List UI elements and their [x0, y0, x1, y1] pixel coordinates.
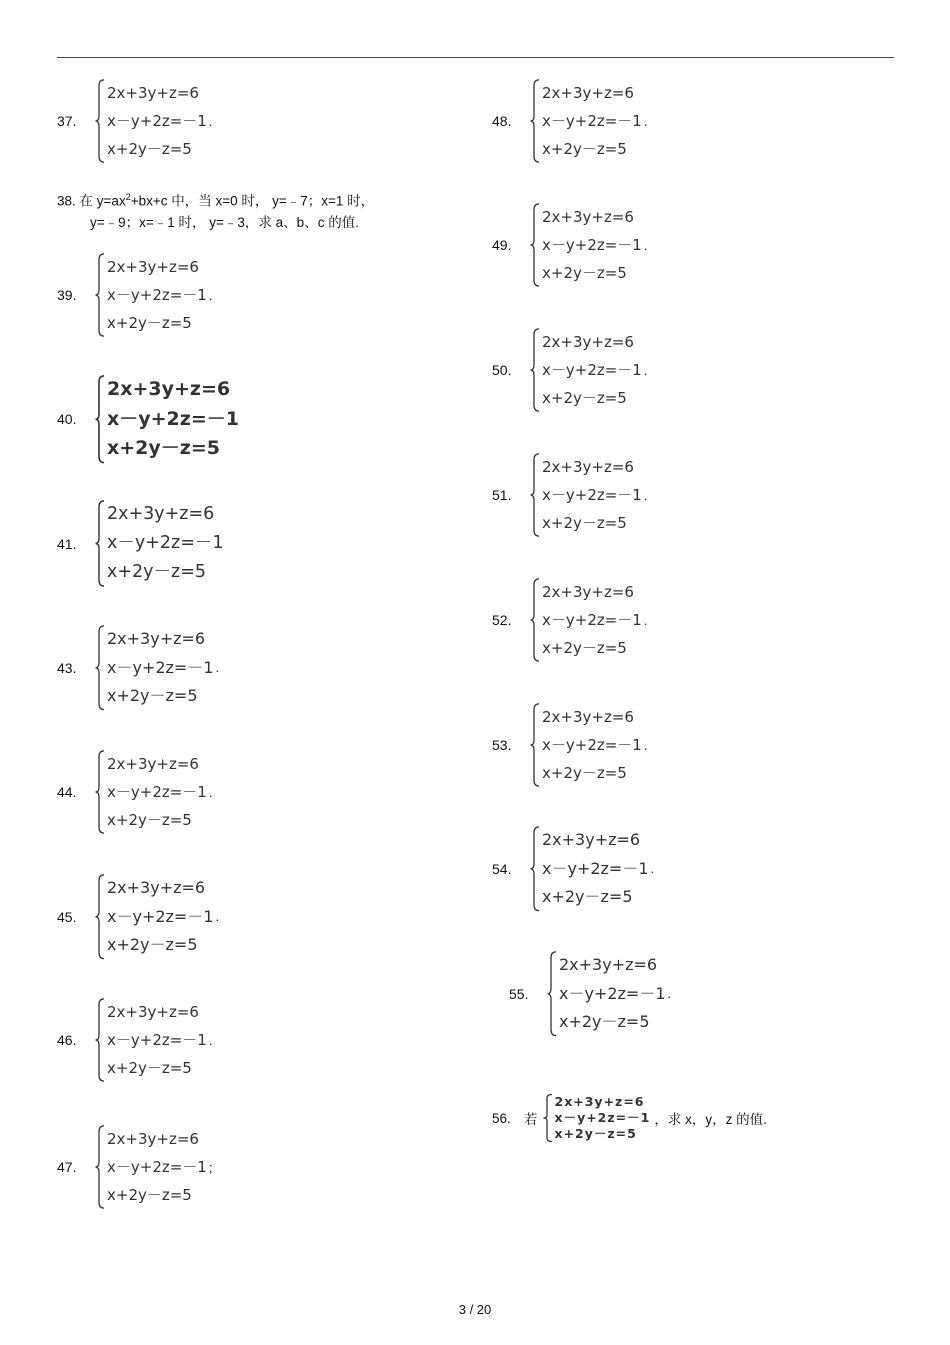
- equation-2: x－y+2z=－1: [107, 407, 239, 430]
- problem-text: 在 y=ax: [79, 193, 126, 209]
- equation-3: x+2y－z=5: [542, 887, 633, 906]
- equation-2: x－y+2z=－1: [107, 1158, 207, 1176]
- equation-system: [547, 951, 666, 1037]
- problem-50: [492, 328, 647, 412]
- equation-3: x+2y－z=5: [542, 264, 627, 282]
- problem-number: 40.: [57, 411, 77, 428]
- problem-44: [57, 750, 212, 834]
- punctuation: .: [643, 612, 648, 628]
- left-brace-icon: [95, 253, 105, 337]
- equation-2: x－y+2z=－1: [107, 1031, 207, 1049]
- problem-48: [492, 79, 647, 163]
- equation-3: x+2y－z=5: [542, 389, 627, 407]
- equation-2: x－y+2z=－1: [542, 112, 642, 130]
- problem-number: 51.: [492, 487, 512, 503]
- problem-41: [57, 500, 224, 587]
- problem-number: 37.: [57, 113, 77, 129]
- equation-2: x－y+2z=－1: [542, 611, 642, 629]
- equation-3: x+2y－z=5: [107, 1186, 192, 1204]
- problem-number: 48.: [492, 113, 512, 129]
- equation-3: x+2y－z=5: [542, 140, 627, 158]
- equation-3: x+2y－z=5: [542, 514, 627, 532]
- equation-2: x－y+2z=－1: [542, 736, 642, 754]
- equation-2: x－y+2z=－1: [107, 906, 214, 926]
- problem-text: +bx+c 中，当 x=0 时， y=﹣7；x=1 时，: [130, 193, 375, 209]
- problem-54: [492, 826, 654, 912]
- left-brace-icon: [530, 203, 540, 287]
- problem-number: 39.: [57, 287, 77, 303]
- punctuation: .: [208, 113, 213, 129]
- punctuation: .: [215, 909, 220, 925]
- punctuation: .: [667, 986, 672, 1002]
- equation-3: x+2y－z=5: [542, 639, 627, 657]
- left-brace-icon: [95, 1125, 105, 1209]
- punctuation: .: [208, 287, 213, 303]
- problem-39: [57, 253, 212, 337]
- problem-number: 55.: [509, 985, 529, 1002]
- left-brace-icon: [530, 453, 540, 537]
- header-rule: [57, 57, 894, 58]
- equation-1: 2x+3y+z=6: [542, 84, 634, 102]
- equation-1: 2x+3y+z=6: [542, 830, 641, 849]
- left-brace-icon: [530, 328, 540, 412]
- equation-system: [530, 79, 642, 163]
- left-brace-icon: [95, 750, 105, 834]
- left-brace-icon: [530, 578, 540, 662]
- equation-3: x+2y－z=5: [107, 686, 198, 705]
- equation-2: x－y+2z=－1: [542, 486, 642, 504]
- problem-49: [492, 203, 647, 287]
- equation-2: x－y+2z=－1: [542, 858, 649, 878]
- equation-1: 2x+3y+z=6: [107, 258, 199, 276]
- punctuation: .: [643, 113, 648, 129]
- punctuation: .: [643, 362, 648, 378]
- equation-system: [530, 578, 642, 662]
- equation-system: [95, 79, 207, 163]
- equation-1: 2x+3y+z=6: [107, 755, 199, 773]
- equation-system: [530, 453, 642, 537]
- equation-3: x+2y－z=5: [107, 811, 192, 829]
- equation-system: [530, 328, 642, 412]
- problem-45: [57, 874, 219, 960]
- problem-56: [492, 1094, 767, 1142]
- problem-46: [57, 998, 212, 1082]
- problem-47: [57, 1125, 212, 1209]
- problem-number: 45.: [57, 908, 77, 925]
- punctuation: .: [650, 861, 655, 877]
- equation-1: 2x+3y+z=6: [542, 333, 634, 351]
- problem-number: 41.: [57, 535, 77, 552]
- equation-system: [95, 998, 207, 1082]
- equation-3: x+2y－z=5: [107, 437, 220, 459]
- equation-1: 2x+3y+z=6: [107, 1130, 199, 1148]
- equation-1: 2x+3y+z=6: [107, 629, 206, 648]
- equation-2: x－y+2z=－1: [559, 983, 666, 1003]
- problem-number: 50.: [492, 362, 512, 378]
- problem-38-line-2: y=﹣9；x=﹣1 时， y=﹣3，求 a、b、c 的值.: [90, 215, 359, 230]
- equation-2: x－y+2z=－1: [107, 657, 214, 677]
- exponent: 2: [125, 192, 131, 202]
- equation-system: [95, 1125, 207, 1209]
- equation-3: x+2y－z=5: [542, 764, 627, 782]
- equation-1: 2x+3y+z=6: [107, 1003, 199, 1021]
- problem-prefix: 若: [524, 1112, 538, 1127]
- problem-number: 53.: [492, 737, 512, 753]
- equation-1: 2x+3y+z=6: [542, 458, 634, 476]
- left-brace-icon: [95, 998, 105, 1082]
- problem-number: 43.: [57, 659, 77, 676]
- page-number: 3 / 20: [458, 1302, 492, 1317]
- equation-1: 2x+3y+z=6: [542, 208, 634, 226]
- equation-system: [95, 874, 214, 960]
- problem-suffix: ，求 x，y，z 的值.: [654, 1112, 767, 1127]
- problem-40: [57, 375, 239, 464]
- problem-number: 38.: [57, 193, 76, 209]
- punctuation: .: [208, 784, 213, 800]
- equation-3: x+2y－z=5: [107, 1059, 192, 1077]
- equation-3: x+2y－z=5: [107, 140, 192, 158]
- problem-number: 44.: [57, 784, 77, 800]
- equation-1: 2x+3y+z=6: [559, 955, 658, 974]
- equation-3: x+2y－z=5: [107, 314, 192, 332]
- problem-number: 52.: [492, 612, 512, 628]
- left-brace-icon: [95, 625, 105, 711]
- equation-2: x－y+2z=－1: [542, 361, 642, 379]
- punctuation: .: [643, 237, 648, 253]
- equation-1: 2x+3y+z=6: [542, 583, 634, 601]
- problem-55: [509, 951, 671, 1037]
- equation-system: [95, 625, 214, 711]
- problem-52: [492, 578, 647, 662]
- left-brace-icon: [547, 951, 557, 1037]
- problem-53: [492, 703, 647, 787]
- equation-system: [95, 500, 224, 587]
- punctuation: .: [208, 1032, 213, 1048]
- equation-2: x－y+2z=－1: [542, 236, 642, 254]
- punctuation: .: [643, 737, 648, 753]
- equation-3: x+2y－z=5: [107, 562, 206, 582]
- problem-number: 56.: [492, 1110, 511, 1126]
- equation-1: 2x+3y+z=6: [107, 878, 206, 897]
- punctuation: .: [215, 660, 220, 676]
- equation-system: [530, 203, 642, 287]
- equation-1: 2x+3y+z=6: [554, 1094, 645, 1109]
- equation-system: [530, 703, 642, 787]
- equation-1: 2x+3y+z=6: [542, 708, 634, 726]
- equation-3: x+2y－z=5: [554, 1126, 637, 1141]
- left-brace-icon: [95, 375, 105, 464]
- left-brace-icon: [543, 1094, 553, 1142]
- equation-2: x－y+2z=－1: [107, 286, 207, 304]
- problem-number: 54.: [492, 860, 512, 877]
- left-brace-icon: [95, 874, 105, 960]
- equation-system: [95, 253, 207, 337]
- left-brace-icon: [95, 79, 105, 163]
- left-brace-icon: [95, 500, 105, 587]
- left-brace-icon: [530, 79, 540, 163]
- equation-2: x－y+2z=－1: [107, 112, 207, 130]
- equation-system: [95, 375, 239, 464]
- punctuation: .: [643, 487, 648, 503]
- equation-3: x+2y－z=5: [559, 1012, 650, 1031]
- equation-system: [543, 1094, 651, 1142]
- equation-2: x－y+2z=－1: [554, 1110, 651, 1125]
- problem-51: [492, 453, 647, 537]
- equation-1: 2x+3y+z=6: [107, 84, 199, 102]
- problem-number: 47.: [57, 1159, 77, 1175]
- equation-3: x+2y－z=5: [107, 935, 198, 954]
- equation-system: [530, 826, 649, 912]
- equation-system: [95, 750, 207, 834]
- problem-number: 46.: [57, 1032, 77, 1048]
- problem-43: [57, 625, 219, 711]
- equation-2: x－y+2z=－1: [107, 533, 224, 553]
- left-brace-icon: [530, 826, 540, 912]
- equation-1: 2x+3y+z=6: [107, 504, 215, 524]
- equation-1: 2x+3y+z=6: [107, 378, 231, 400]
- problem-37: [57, 79, 212, 163]
- left-brace-icon: [530, 703, 540, 787]
- problem-number: 49.: [492, 237, 512, 253]
- equation-2: x－y+2z=－1: [107, 783, 207, 801]
- punctuation: ;: [208, 1159, 213, 1175]
